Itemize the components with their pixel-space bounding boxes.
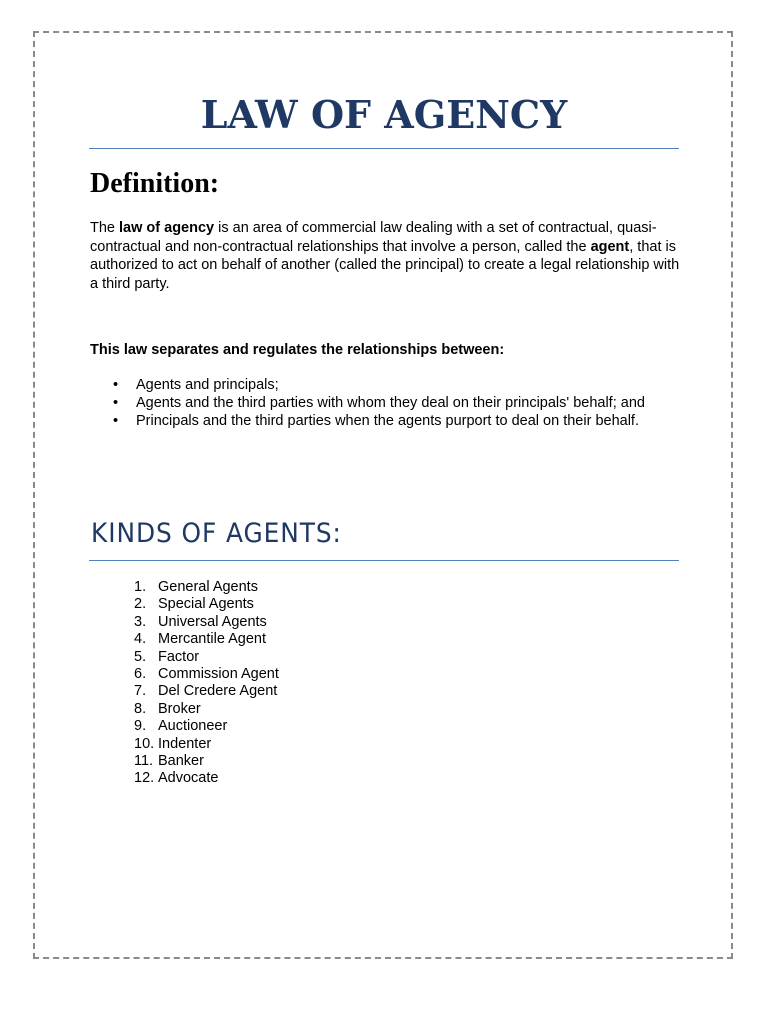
list-number: 12. — [134, 770, 155, 787]
definition-text-middle: is an area of commercial law dealing with a set of contractual, quasi-contractual and non-contractual relationships that involve a person, called the — [90, 220, 657, 255]
list-label: Indenter — [158, 735, 212, 752]
list-label: General Agents — [158, 579, 258, 595]
definition-heading: Definition: — [90, 168, 220, 199]
list-label: Special Agents — [158, 596, 254, 613]
list-item — [134, 770, 279, 787]
kinds-list — [134, 579, 279, 788]
list-item — [134, 666, 279, 683]
list-number: 4. — [134, 631, 147, 648]
list-number: 8. — [134, 700, 147, 717]
list-number: 5. — [134, 648, 147, 665]
list-item: • Agents and principals; — [90, 376, 645, 394]
list-number: 3. — [134, 613, 147, 630]
list-number: 6. — [134, 666, 147, 683]
law-of-agency-term: law of agency — [119, 220, 215, 236]
page-title: LAW OF AGENCY — [200, 92, 568, 137]
list-item — [134, 701, 279, 718]
list-label: Broker — [158, 700, 201, 717]
definition-text-after: , that is authorized to act on behalf of another (called the principal) to create a legal relationship with a third party. — [90, 238, 680, 292]
list-label: Factor — [158, 648, 200, 665]
relationships-lead: This law separates and regulates the relationships between: — [90, 342, 505, 358]
list-item — [134, 631, 279, 648]
list-number: 1. — [134, 579, 147, 595]
list-label: Banker — [158, 753, 204, 770]
list-item: • Agents and the third parties with whom they deal on their principals' behalf; and — [90, 394, 645, 412]
list-number: 7. — [134, 683, 147, 700]
definition-paragraph — [90, 219, 680, 293]
title-underline — [89, 148, 679, 149]
list-item — [134, 718, 279, 735]
list-number: 11. — [134, 753, 154, 770]
list-label: Del Credere Agent — [158, 683, 278, 700]
list-label: Advocate — [158, 770, 219, 787]
list-label: Commission Agent — [158, 666, 279, 683]
list-number: 2. — [134, 596, 147, 613]
list-item: • Principals and the third parties when the agents purport to deal on their behalf. — [90, 412, 645, 430]
list-item — [134, 596, 279, 613]
kinds-underline — [89, 560, 679, 561]
list-item — [134, 736, 279, 753]
list-label: Mercantile Agent — [158, 631, 267, 648]
list-number: 9. — [134, 718, 147, 735]
list-label: Auctioneer — [158, 718, 228, 735]
list-item — [134, 649, 279, 666]
definition-text-before: The — [90, 220, 120, 236]
list-label: Universal Agents — [158, 613, 267, 630]
list-item — [134, 614, 279, 631]
agent-term: agent — [590, 238, 630, 255]
list-item — [134, 753, 279, 770]
relationships-list — [90, 376, 645, 430]
list-item — [134, 683, 279, 700]
list-item — [134, 579, 279, 596]
kinds-heading: KINDS OF AGENTS: — [91, 518, 342, 549]
list-number: 10. — [134, 735, 155, 752]
